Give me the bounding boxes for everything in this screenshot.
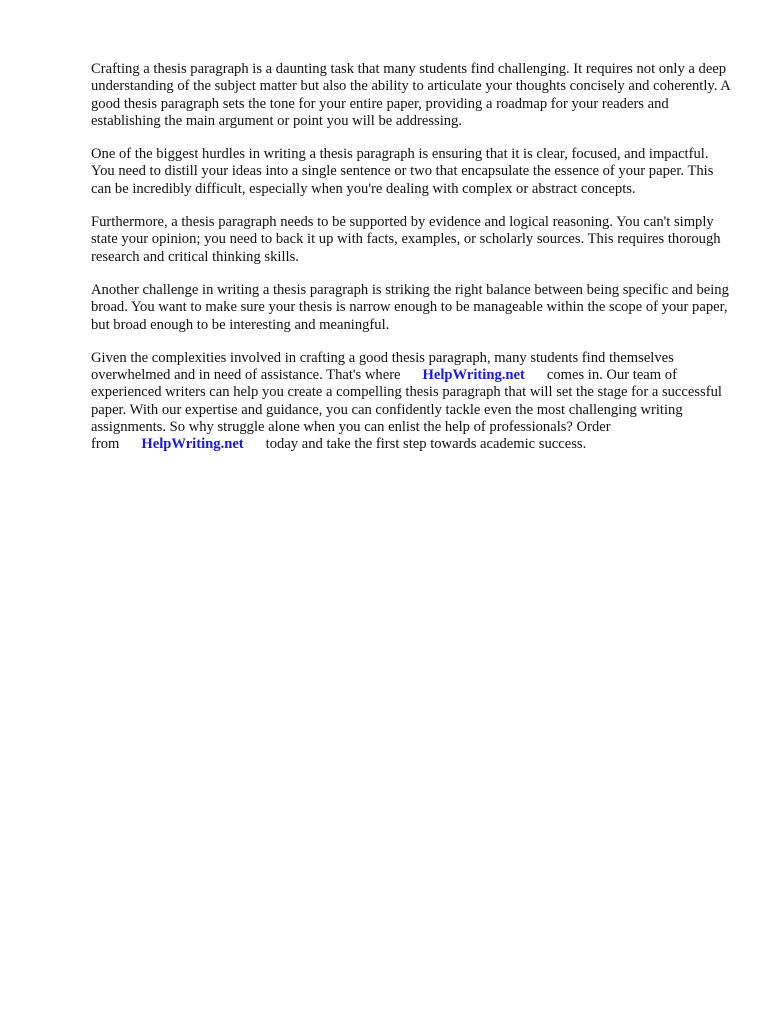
helpwriting-link-1[interactable]: HelpWriting.net	[422, 367, 525, 384]
paragraph-hurdles: One of the biggest hurdles in writing a thesis paragraph is ensuring that it is clear, focused, and impactful. You need to distill your ideas into a single sentence or two that encapsulate the essence of your paper. This can be incredibly difficult, especially when you're dealing with complex or abstract concepts.	[91, 146, 714, 197]
paragraph-intro: Crafting a thesis paragraph is a daunting task that many students find challenging. It requires not only a deep understanding of the subject matter but also the ability to articulate your thoughts concisely and coherently. A good thesis paragraph sets the tone for your entire paper, providing a roadmap for your readers and establishing the main argument or point you will be addressing.	[91, 61, 730, 129]
paragraph-evidence: Furthermore, a thesis paragraph needs to be supported by evidence and logical reasoning. You can't simply state your opinion; you need to back it up with facts, examples, or scholarly sources. This requires thorough research and critical thinking skills.	[91, 214, 721, 265]
paragraph-call-to-action	[91, 350, 731, 454]
document-body	[91, 61, 731, 470]
paragraph-balance: Another challenge in writing a thesis paragraph is striking the right balance between being specific and being broad. You want to make sure your thesis is narrow enough to be manageable within the scope of your paper, but broad enough to be interesting and meaningful.	[91, 281, 729, 333]
cta-text-part1: Given the complexities involved in crafting a good thesis paragraph, many students find themselves overwhelmed and in need of assistance. That's where	[91, 349, 674, 384]
cta-text-part2: comes in. Our team of experienced writers can help you create a compelling thesis paragraph that will set the stage for a successful paper. With our expertise and guidance, you can confidently tackle even the most challenging writing assignments. So why struggle alone when you can enlist the help of professionals? Order from	[91, 367, 722, 453]
cta-text-part3: today and take the first step towards academic success.	[265, 436, 587, 453]
helpwriting-link-2[interactable]: HelpWriting.net	[141, 436, 244, 453]
